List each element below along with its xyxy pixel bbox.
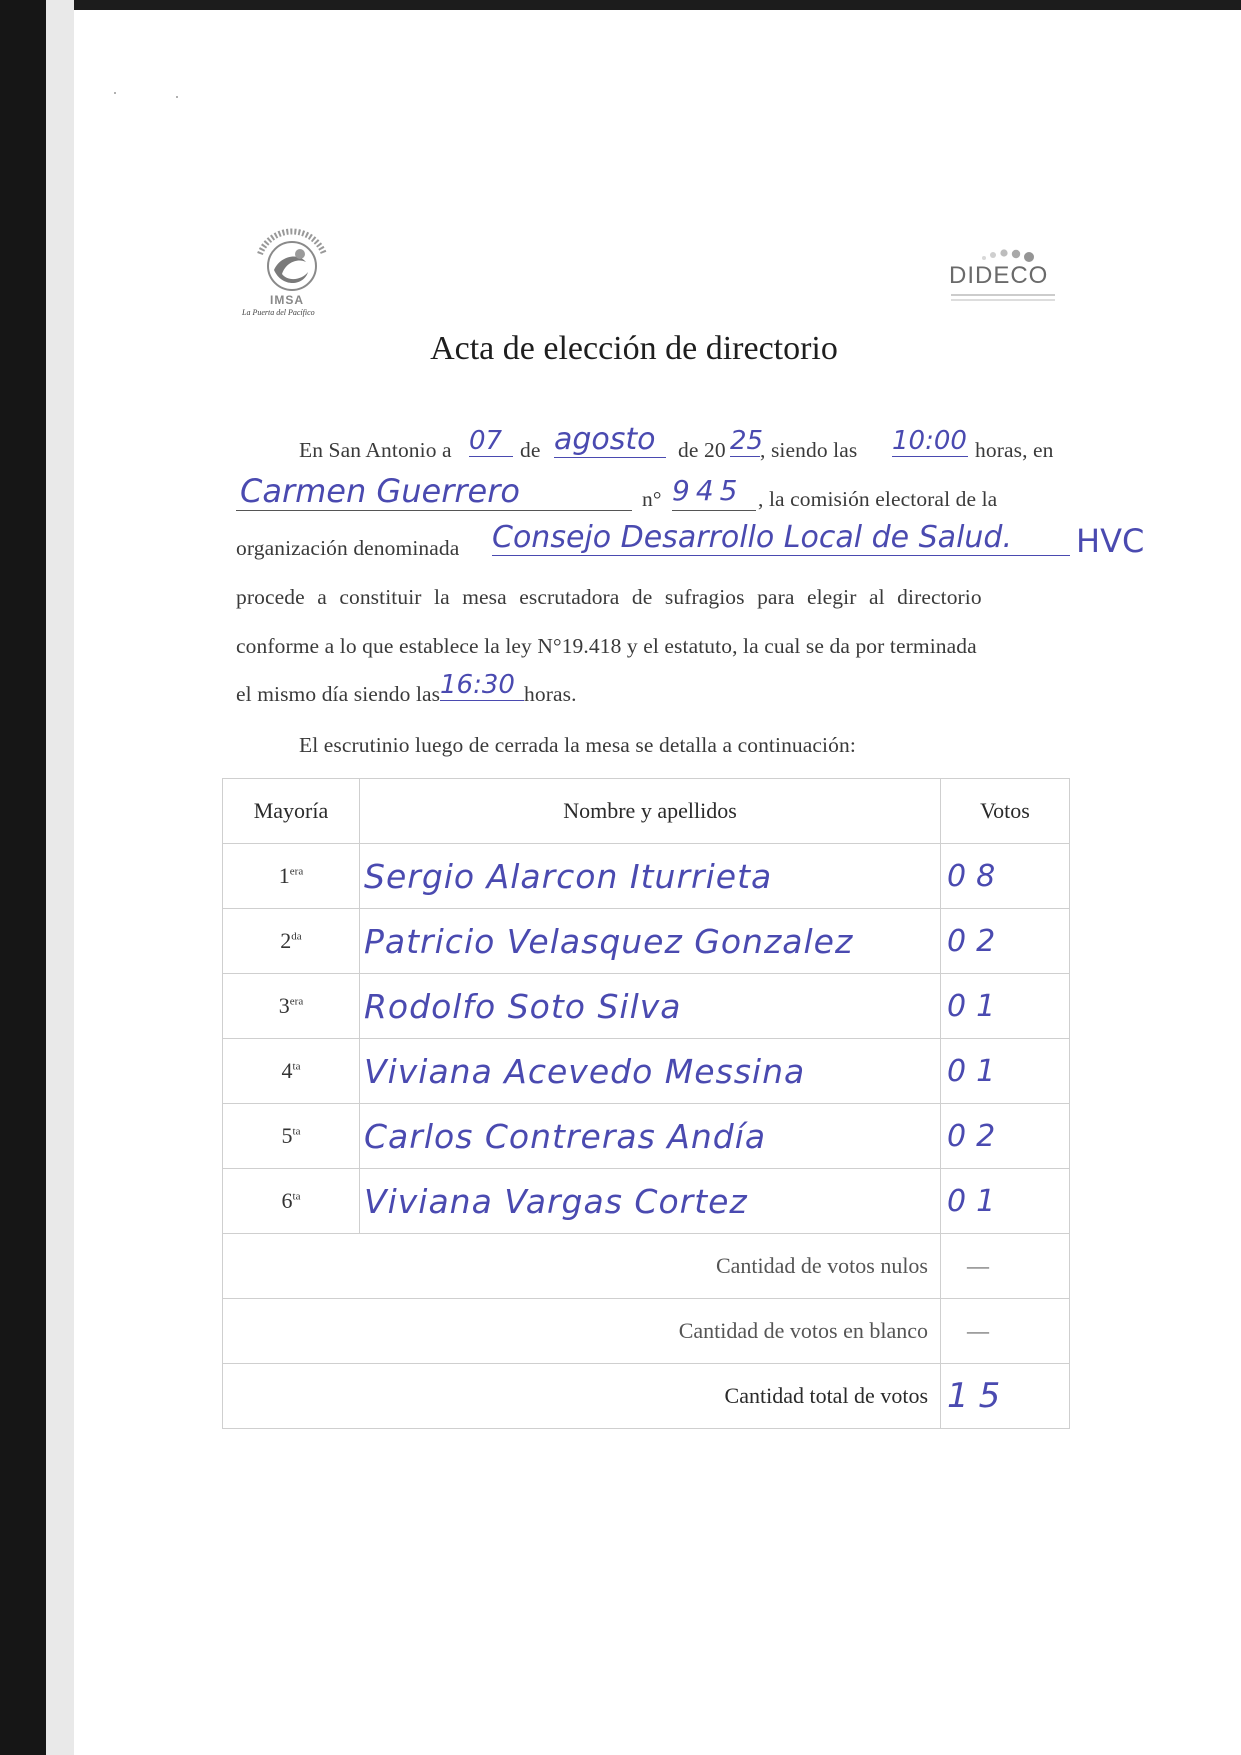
imsa-logo bbox=[242, 216, 342, 326]
header-nombre-apellidos: Nombre y apellidos bbox=[360, 779, 941, 844]
candidate-name-cell bbox=[360, 1169, 941, 1234]
votes-cell bbox=[941, 1104, 1070, 1169]
handwritten-day: 07 bbox=[469, 426, 513, 457]
total-votes-label: Cantidad total de votos bbox=[223, 1364, 941, 1429]
handwritten-end-time: 16:30 bbox=[440, 670, 524, 701]
handwritten-number: 945 bbox=[672, 474, 744, 507]
rank-cell: $3^{era}$ bbox=[223, 974, 360, 1039]
votes-cell bbox=[941, 909, 1070, 974]
rank-cell: $6^{ta}$ bbox=[223, 1169, 360, 1234]
text-horas-en: horas, en bbox=[975, 438, 1054, 462]
imsa-tagline: La Puerta del Pacífico bbox=[242, 308, 315, 317]
candidate-name-cell bbox=[360, 1104, 941, 1169]
candidate-votes: 01 bbox=[947, 988, 1006, 1024]
candidate-name-cell bbox=[360, 974, 941, 1039]
text-line-procede: procede a constituir la mesa escrutadora de sufragios para elegir al directorio bbox=[236, 585, 982, 609]
candidate-votes: 01 bbox=[947, 1183, 1006, 1219]
scan-border-top bbox=[0, 0, 1241, 10]
candidate-name-cell bbox=[360, 1039, 941, 1104]
text-de-20: de 20 bbox=[678, 438, 726, 462]
candidate-votes: 02 bbox=[947, 1118, 1006, 1154]
rank-cell: $1^{era}$ bbox=[223, 844, 360, 909]
blank-votes-value: — bbox=[967, 1318, 989, 1343]
table-row bbox=[223, 1169, 1070, 1234]
vote-table bbox=[222, 778, 1070, 1429]
dideco-subline bbox=[951, 299, 1055, 301]
candidate-name: Carlos Contreras Andía bbox=[364, 1116, 767, 1156]
table-row bbox=[223, 1104, 1070, 1169]
votes-cell bbox=[941, 844, 1070, 909]
header-votos: Votos bbox=[941, 779, 1070, 844]
table-row bbox=[223, 844, 1070, 909]
candidate-name-cell bbox=[360, 844, 941, 909]
candidate-votes: 08 bbox=[947, 858, 1006, 894]
candidate-votes: 02 bbox=[947, 923, 1006, 959]
document-page bbox=[74, 10, 1196, 1755]
rank-cell: $2^{da}$ bbox=[223, 909, 360, 974]
handwritten-year: 25 bbox=[730, 426, 764, 456]
handwritten-start-time: 10:00 bbox=[892, 426, 967, 456]
candidate-name: Patricio Velasquez Gonzalez bbox=[364, 921, 854, 961]
header-mayoria: Mayoría bbox=[223, 779, 360, 844]
candidate-name: Sergio Alarcon Iturrieta bbox=[364, 856, 773, 896]
text-numero: n° bbox=[642, 487, 662, 511]
text-organizacion-denominada: organización denominada bbox=[236, 536, 460, 560]
text-en-san-antonio: En San Antonio a bbox=[299, 438, 452, 462]
handwritten-month: agosto bbox=[554, 422, 666, 458]
summary-row-blank bbox=[223, 1299, 1070, 1364]
null-votes-label: Cantidad de votos nulos bbox=[223, 1234, 941, 1299]
handwritten-org-extra: HVC bbox=[1076, 522, 1145, 560]
scan-edge-strip bbox=[46, 0, 74, 1755]
dideco-logo-text: DIDECO bbox=[949, 262, 1049, 289]
total-votes-cell bbox=[941, 1364, 1070, 1429]
votes-cell bbox=[941, 974, 1070, 1039]
summary-row-total bbox=[223, 1364, 1070, 1429]
handwritten-organization: Consejo Desarrollo Local de Salud. bbox=[492, 520, 1070, 556]
candidate-name: Rodolfo Soto Silva bbox=[364, 986, 682, 1026]
votes-cell bbox=[941, 1169, 1070, 1234]
table-header-row bbox=[223, 779, 1070, 844]
text-line-conforme: conforme a lo que establece la ley N°19.418 y el estatuto, la cual se da por terminada bbox=[236, 634, 977, 658]
candidate-name-cell bbox=[360, 909, 941, 974]
table-row bbox=[223, 909, 1070, 974]
handwritten-street: Carmen Guerrero bbox=[240, 472, 520, 510]
candidate-votes: 01 bbox=[947, 1053, 1006, 1089]
table-row bbox=[223, 1039, 1070, 1104]
text-escrutinio: El escrutinio luego de cerrada la mesa se detalla a continuación: bbox=[299, 733, 856, 757]
total-votes-value: 15 bbox=[947, 1376, 1011, 1416]
scan-border-left bbox=[0, 0, 46, 1755]
text-comision-electoral: , la comisión electoral de la bbox=[758, 487, 998, 511]
null-votes-cell bbox=[941, 1234, 1070, 1299]
null-votes-value: — bbox=[967, 1253, 989, 1278]
imsa-logo-text: IMSA bbox=[270, 293, 304, 307]
table-row bbox=[223, 974, 1070, 1039]
rank-cell: $5^{ta}$ bbox=[223, 1104, 360, 1169]
text-de: de bbox=[520, 438, 541, 462]
page-title: Acta de elección de directorio bbox=[430, 330, 838, 367]
blank-votes-label: Cantidad de votos en blanco bbox=[223, 1299, 941, 1364]
votes-cell bbox=[941, 1039, 1070, 1104]
dideco-subline bbox=[951, 294, 1055, 296]
blank-votes-cell bbox=[941, 1299, 1070, 1364]
candidate-name: Viviana Acevedo Messina bbox=[364, 1051, 806, 1091]
text-horas: horas. bbox=[524, 682, 577, 706]
candidate-name: Viviana Vargas Cortez bbox=[364, 1181, 748, 1221]
dideco-logo bbox=[949, 246, 1089, 320]
text-mismo-dia: el mismo día siendo las bbox=[236, 682, 441, 706]
summary-row-null bbox=[223, 1234, 1070, 1299]
rank-cell: $4^{ta}$ bbox=[223, 1039, 360, 1104]
street-blank-line bbox=[236, 510, 632, 511]
text-siendo-las: , siendo las bbox=[760, 438, 858, 462]
number-blank-line bbox=[672, 510, 756, 511]
